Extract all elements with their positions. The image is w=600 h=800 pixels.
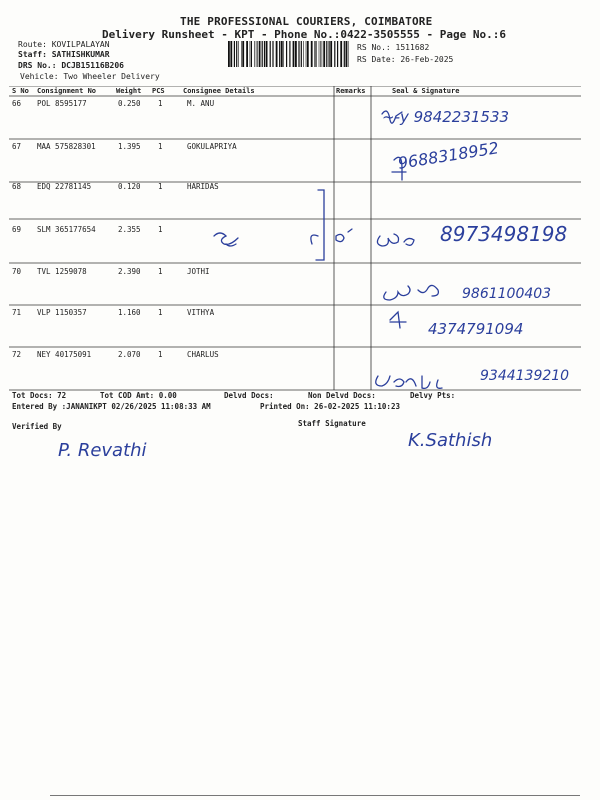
company-name: THE PROFESSIONAL COURIERS, COIMBATORE (180, 15, 433, 28)
row-consignee: HARIDAS (187, 182, 219, 191)
delivery-points: Delvy Pts: (410, 391, 456, 400)
row-consignee: JOTHI (187, 267, 210, 276)
row-weight: 0.250 (118, 99, 141, 108)
row-signature: 9688318952 (396, 138, 501, 173)
row-pcs: 1 (158, 267, 163, 276)
row-consignment-no: MAA 575828301 (37, 142, 96, 151)
route-label: Route: (18, 40, 47, 49)
printed-on: Printed On: 26-02-2025 11:10:23 (260, 402, 400, 411)
row-weight: 1.395 (118, 142, 141, 151)
row-signature: 9344139210 (480, 368, 570, 384)
page-bottom-rule (50, 795, 580, 796)
row-weight: 2.070 (118, 350, 141, 359)
verified-by-label: Verified By (12, 422, 62, 431)
col-consignment-no: Consignment No (37, 87, 97, 95)
col-weight: Weight (116, 87, 142, 95)
entered-by: Entered By :JANANIKPT 02/26/2025 11:08:33 AM (12, 402, 211, 411)
staff-signature: K.Sathish (408, 430, 493, 451)
col-pcs: PCS (152, 87, 165, 95)
row-consignment-no: TVL 1259078 (37, 267, 87, 276)
drs-label: DRS No.: (18, 61, 57, 70)
col-seal-signature: Seal & Signature (392, 87, 460, 95)
row-sno: 67 (12, 142, 22, 151)
row-weight: 2.390 (118, 267, 141, 276)
row-consignment-no: EDQ 22781145 (37, 182, 92, 191)
row-sno: 72 (12, 350, 22, 359)
row-weight: 0.120 (118, 182, 141, 191)
row-signature: ~-y 9842231533 (382, 108, 510, 126)
row-pcs: 1 (158, 308, 163, 317)
row-pcs: 1 (158, 225, 163, 234)
row-consignment-no: SLM 365177654 (37, 225, 96, 234)
rs-no-value: 1511682 (395, 43, 430, 52)
row-sno: 66 (12, 99, 22, 108)
delivered-docs: Delvd Docs: (224, 391, 274, 400)
col-remarks: Remarks (336, 87, 366, 95)
row-pcs: 1 (158, 142, 163, 151)
rs-date-value: 26-Feb-2025 (400, 55, 454, 64)
rs-date-label: RS Date: (357, 55, 396, 64)
col-sno: S No (12, 87, 29, 95)
row-sno: 70 (12, 267, 22, 276)
rs-no-label: RS No.: (357, 43, 391, 52)
row-sno: 69 (12, 225, 22, 234)
row-pcs: 1 (158, 350, 163, 359)
row-signature: 8973498198 (440, 222, 568, 246)
row-consignee: CHARLUS (187, 350, 219, 359)
staff-signature-label: Staff Signature (298, 419, 366, 428)
non-delivered-docs: Non Delvd Docs: (308, 391, 376, 400)
row-weight: 2.355 (118, 225, 141, 234)
row-consignee: M. ANU (187, 99, 215, 108)
total-docs: Tot Docs: 72 (12, 391, 67, 400)
row-signature: 4374791094 (428, 320, 524, 338)
row-weight: 1.160 (118, 308, 141, 317)
row-consignment-no: VLP 1150357 (37, 308, 87, 317)
row-sno: 71 (12, 308, 22, 317)
row-pcs: 1 (158, 182, 163, 191)
total-cod-amount: Tot COD Amt: 0.00 (100, 391, 177, 400)
staff-label: Staff: (18, 50, 47, 59)
row-sno: 68 (12, 182, 22, 191)
row-consignee: VITHYA (187, 308, 215, 317)
row-consignment-no: NEY 40175091 (37, 350, 92, 359)
drs-value: DCJB15116B206 (61, 61, 124, 70)
vehicle-value: Two Wheeler Delivery (63, 72, 160, 81)
runsheet-subtitle: Delivery Runsheet - KPT - Phone No.:0422-3505555 - Page No.:6 (102, 28, 506, 41)
row-consignment-no: POL 8595177 (37, 99, 87, 108)
row-pcs: 1 (158, 99, 163, 108)
vehicle-label: Vehicle: (20, 72, 59, 81)
row-signature: 9861100403 (462, 286, 552, 302)
row-consignee: GOKULAPRIYA (187, 142, 237, 151)
route-value: KOVILPALAYAN (51, 40, 110, 49)
col-consignee: Consignee Details (183, 87, 255, 95)
verifier-signature: P. Revathi (58, 440, 147, 461)
staff-value: SATHISHKUMAR (51, 50, 110, 59)
